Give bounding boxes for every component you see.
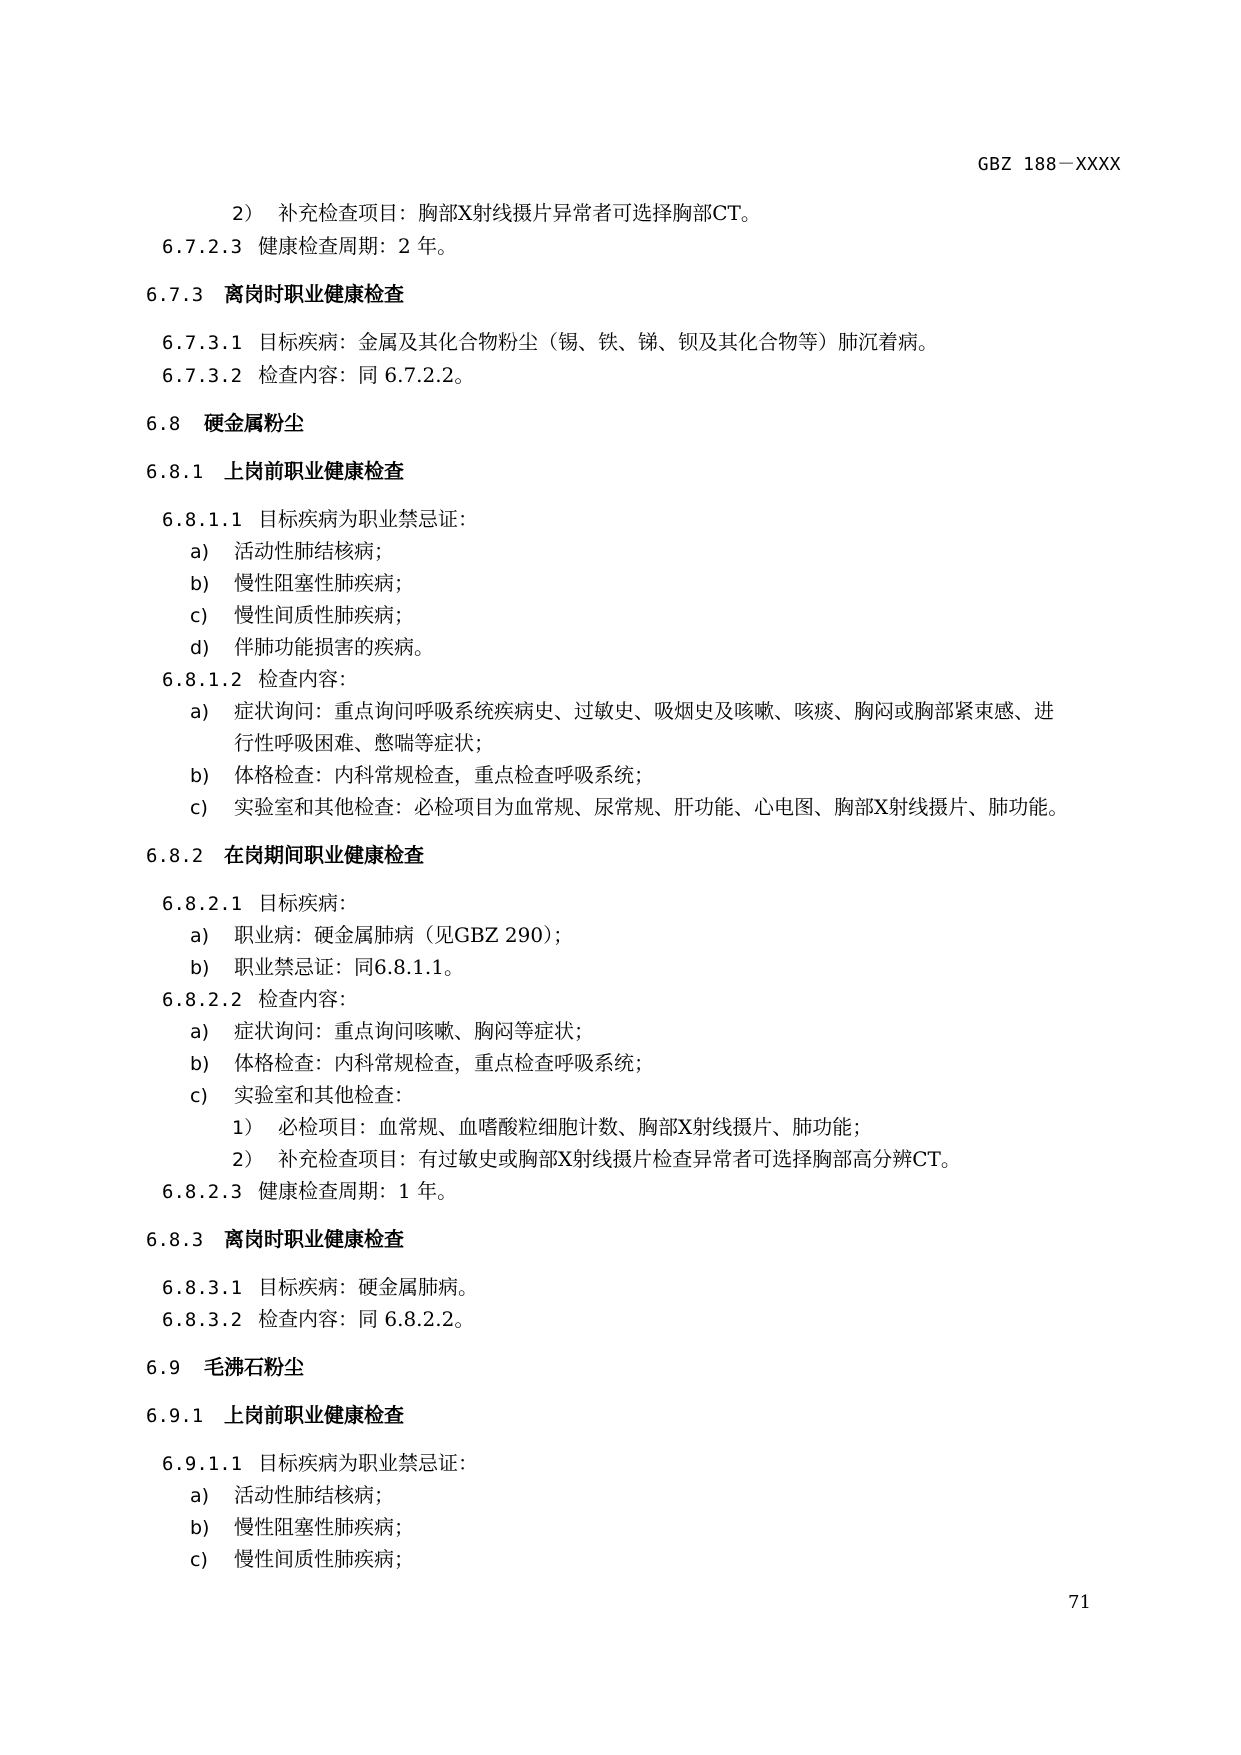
clause-text: 目标疾病：金属及其化合物粉尘（锡、铁、锑、钡及其化合物等）肺沉着病。 — [258, 330, 938, 354]
document-code: GBZ 188－XXXX — [977, 154, 1121, 175]
item-text: 补充检查项目：胸部X射线摄片异常者可选择胸部CT。 — [278, 201, 761, 225]
item-text: 活动性肺结核病； — [234, 1483, 394, 1507]
heading-text: 离岗时职业健康检查 — [224, 1227, 404, 1251]
heading-number: 6.8.2 — [146, 845, 204, 867]
heading-number: 6.8.3 — [146, 1229, 204, 1251]
item-marker: a) — [190, 701, 210, 723]
item-text: 实验室和其他检查： — [234, 1083, 414, 1107]
item-marker: c) — [190, 1549, 208, 1571]
clause-text: 目标疾病： — [258, 891, 358, 915]
item-text: 伴肺功能损害的疾病。 — [234, 635, 434, 659]
section-heading — [146, 842, 424, 869]
section-heading — [146, 410, 304, 437]
clause — [162, 1306, 474, 1333]
heading-number: 6.7.3 — [146, 284, 204, 306]
section-heading — [146, 1402, 404, 1429]
item-marker: 2） — [232, 203, 264, 225]
item-marker: a) — [190, 1021, 210, 1043]
clause-text: 检查内容： — [258, 987, 358, 1011]
item-text: 体格检查：内科常规检查，重点检查呼吸系统； — [234, 1051, 654, 1075]
clause — [162, 1274, 478, 1301]
clause-number: 6.7.3.1 — [162, 332, 243, 354]
heading-number: 6.9 — [146, 1357, 181, 1379]
list-item — [190, 1514, 414, 1541]
section-heading — [146, 1226, 404, 1253]
clause — [162, 890, 358, 917]
item-marker: b) — [190, 573, 210, 595]
heading-number: 6.8.1 — [146, 461, 204, 483]
section-heading — [146, 281, 404, 308]
item-marker: b) — [190, 1517, 210, 1539]
list-item-continuation — [234, 730, 494, 756]
item-marker: 1） — [232, 1117, 264, 1139]
item-text: 体格检查：内科常规检查，重点检查呼吸系统； — [234, 763, 654, 787]
clause-text: 检查内容： — [258, 667, 358, 691]
clause-number: 6.7.3.2 — [162, 365, 243, 387]
clause-number: 6.8.2.2 — [162, 989, 243, 1011]
clause-text: 目标疾病为职业禁忌证： — [258, 1451, 478, 1475]
clause-text: 检查内容：同 6.7.2.2。 — [258, 363, 475, 387]
item-text: 行性呼吸困难、憋喘等症状； — [234, 731, 494, 755]
list-item — [190, 794, 1068, 821]
item-text: 职业禁忌证：同6.8.1.1。 — [234, 955, 464, 979]
clause-number: 6.8.1.1 — [162, 509, 243, 531]
clause — [162, 1178, 457, 1205]
list-item — [232, 200, 761, 227]
clause-number: 6.8.1.2 — [162, 669, 243, 691]
item-marker: b) — [190, 957, 210, 979]
item-marker: a) — [190, 1485, 210, 1507]
item-text: 补充检查项目：有过敏史或胸部X射线摄片检查异常者可选择胸部高分辨CT。 — [278, 1147, 961, 1171]
section-heading — [146, 1354, 304, 1381]
item-text: 慢性间质性肺疾病； — [234, 603, 414, 627]
heading-text: 硬金属粉尘 — [204, 411, 304, 435]
item-marker: c) — [190, 605, 208, 627]
list-item — [232, 1146, 961, 1173]
item-marker: 2） — [232, 1149, 264, 1171]
heading-text: 离岗时职业健康检查 — [224, 282, 404, 306]
item-marker: d) — [190, 637, 210, 659]
clause — [162, 329, 938, 356]
list-item — [190, 602, 414, 629]
clause-text: 目标疾病：硬金属肺病。 — [258, 1275, 478, 1299]
heading-text: 上岗前职业健康检查 — [224, 459, 404, 483]
list-item — [190, 922, 573, 949]
clause — [162, 986, 358, 1013]
list-item — [190, 1082, 414, 1109]
clause — [162, 233, 457, 260]
heading-text: 毛沸石粉尘 — [204, 1355, 304, 1379]
item-text: 实验室和其他检查：必检项目为血常规、尿常规、肝功能、心电图、胸部X射线摄片、肺功能。 — [234, 795, 1069, 819]
item-marker: c) — [190, 1085, 208, 1107]
item-marker: b) — [190, 1053, 210, 1075]
list-item — [190, 634, 434, 661]
list-item — [190, 1050, 654, 1077]
list-item — [190, 698, 1054, 725]
clause-number: 6.8.2.3 — [162, 1181, 243, 1203]
item-text: 慢性间质性肺疾病； — [234, 1547, 414, 1571]
clause-number: 6.7.2.3 — [162, 236, 243, 258]
list-item — [190, 954, 464, 981]
list-item — [190, 762, 654, 789]
page-number: 71 — [1068, 1592, 1091, 1613]
list-item — [190, 1018, 594, 1045]
item-text: 必检项目：血常规、血嗜酸粒细胞计数、胸部X射线摄片、肺功能； — [278, 1115, 873, 1139]
list-item — [232, 1114, 872, 1141]
clause-text: 健康检查周期：2 年。 — [258, 234, 458, 258]
item-marker: c) — [190, 797, 208, 819]
heading-text: 在岗期间职业健康检查 — [224, 843, 424, 867]
list-item — [190, 1546, 414, 1573]
item-text: 慢性阻塞性肺疾病； — [234, 571, 414, 595]
clause-text: 目标疾病为职业禁忌证： — [258, 507, 478, 531]
item-marker: a) — [190, 925, 210, 947]
list-item — [190, 538, 394, 565]
clause-number: 6.9.1.1 — [162, 1453, 243, 1475]
item-marker: a) — [190, 541, 210, 563]
clause-number: 6.8.3.1 — [162, 1277, 243, 1299]
clause-number: 6.8.2.1 — [162, 893, 243, 915]
item-text: 职业病：硬金属肺病（见GBZ 290）； — [234, 923, 574, 947]
heading-number: 6.8 — [146, 413, 181, 435]
clause — [162, 362, 474, 389]
item-text: 症状询问：重点询问呼吸系统疾病史、过敏史、吸烟史及咳嗽、咳痰、胸闷或胸部紧束感、进 — [234, 699, 1054, 723]
heading-number: 6.9.1 — [146, 1405, 204, 1427]
item-text: 慢性阻塞性肺疾病； — [234, 1515, 414, 1539]
item-text: 症状询问：重点询问咳嗽、胸闷等症状； — [234, 1019, 594, 1043]
item-text: 活动性肺结核病； — [234, 539, 394, 563]
clause-text: 健康检查周期：1 年。 — [258, 1179, 458, 1203]
clause — [162, 506, 478, 533]
clause-number: 6.8.3.2 — [162, 1309, 243, 1331]
list-item — [190, 1482, 394, 1509]
section-heading — [146, 458, 404, 485]
heading-text: 上岗前职业健康检查 — [224, 1403, 404, 1427]
clause-text: 检查内容：同 6.8.2.2。 — [258, 1307, 475, 1331]
clause — [162, 666, 358, 693]
item-marker: b) — [190, 765, 210, 787]
list-item — [190, 570, 414, 597]
clause — [162, 1450, 478, 1477]
